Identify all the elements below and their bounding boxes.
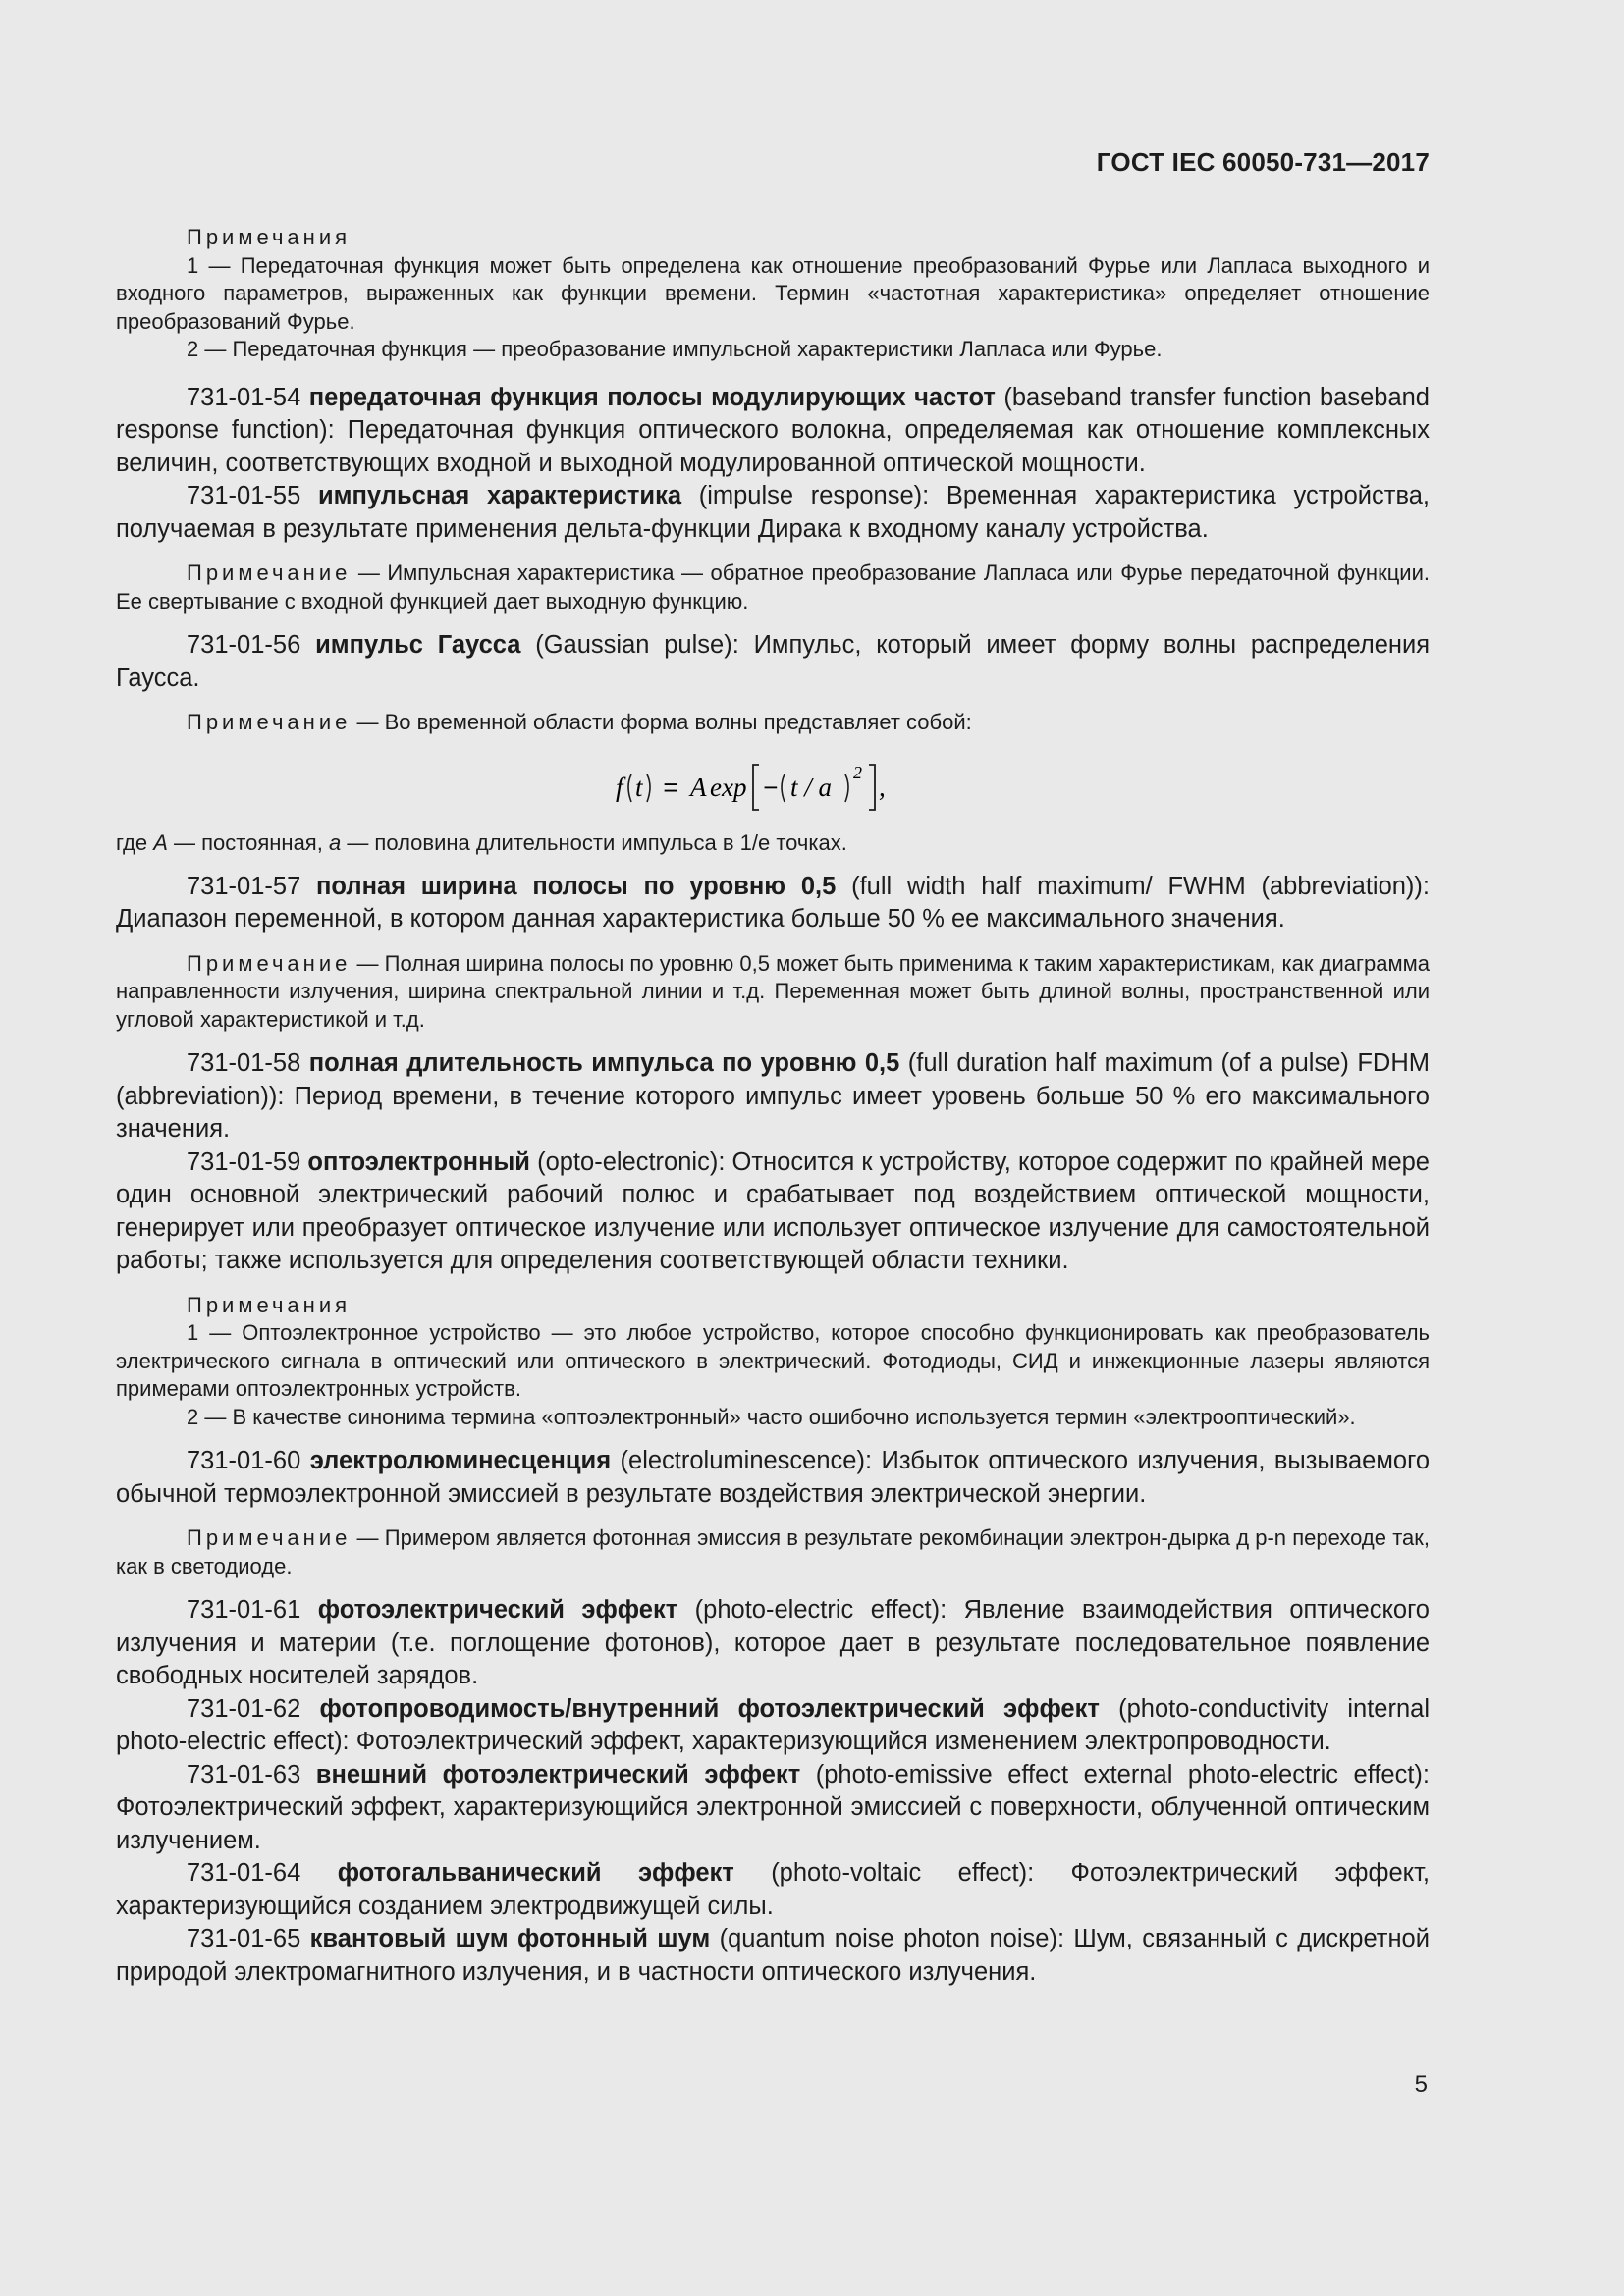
term-731-01-62 [116, 1693, 1430, 1759]
note-text: — Во временной области форма волны представляет собой: [351, 710, 972, 734]
notes-block-transfer-function [116, 224, 1430, 364]
term-definition: (quantum noise photon noise): Шум, связанный с дискретной природой электромагнитного излучения, и в частности оптического излучения. [116, 1925, 1430, 1986]
formula-power: 2 [853, 762, 862, 782]
formula-lhs: f [616, 772, 623, 802]
term-definition: (full width half maximum/ FWHM (abbreviation)): Диапазон переменной, в котором данная характеристика больше 50 % ее максимального значения. [116, 872, 1430, 933]
term-731-01-61 [116, 1594, 1430, 1693]
formula-tail: , [879, 772, 886, 802]
term-name: импульсная характеристика [317, 482, 682, 509]
term-name: полная ширина полосы по уровню 0,5 [316, 872, 837, 900]
term-definition: (Gaussian pulse): Импульс, который имеет форму волны распределения Гаусса. [116, 631, 1431, 692]
term-number: 731-01-62 [187, 1694, 301, 1723]
term-name: передаточная функция полосы модулирующих частот [308, 383, 996, 411]
gaussian-formula [116, 755, 1430, 814]
notes-heading: Примечания [187, 1292, 352, 1317]
note-item: 1 — Передаточная функция может быть определена как отношение преобразований Фурье или Лапласа выходного и входного параметров, выраженных как функции времени. Термин «частотная характеристика» определяет отношение преобразований Фурье. [116, 252, 1430, 334]
term-731-01-55 [116, 480, 1430, 546]
term-731-01-59 [116, 1147, 1430, 1278]
note-item: 1 — Оптоэлектронное устройство — это любое устройство, которое способно функционировать как преобразователь электрического сигнала в оптический или оптического в электрический. Фотодиоды, СИД и инжекционные лазеры являются примерами оптоэлектронных устройств. [116, 1320, 1430, 1401]
term-definition: (photo-electric effect): Явление взаимодействия оптического излучения и материи (т.е. поглощение фотонов), которое дает в результате последовательное появление свободных носителей зарядов. [116, 1596, 1430, 1689]
term-name: фотоэлектрический эффект [317, 1596, 678, 1624]
term-name: квантовый шум фотонный шум [309, 1925, 711, 1952]
term-name: импульс Гаусса [315, 631, 521, 659]
bracket-right [869, 765, 875, 810]
term-definition: (electroluminescence): Избыток оптического излучения, вызываемого обычной термоэлектронной эмиссией в результате воздействия электрической энергии. [116, 1447, 1431, 1508]
term-731-01-58 [116, 1047, 1430, 1147]
formula-where-clause: где A — постоянная, a — половина длительности импульса в 1/e точках. [116, 829, 847, 855]
term-number: 731-01-65 [187, 1925, 301, 1952]
page-number: 5 [1414, 2071, 1428, 2098]
formula-ratio: t / a [790, 772, 833, 802]
note-electroluminescence [116, 1524, 1430, 1580]
note-label: Примечание [187, 710, 352, 734]
paren-right [647, 774, 650, 802]
term-definition: (baseband transfer function baseband response function): Передаточная функция оптического волокна, определяемая как отношение комплексных величин, соответствующих входной и выходной модулированной оптической мощности. [116, 383, 1430, 477]
term-name: полная длительность импульса по уровню 0,5 [308, 1049, 900, 1077]
term-definition: (photo-voltaic effect): Фотоэлектрический эффект, характеризующийся созданием электродвижущей силы. [116, 1859, 1431, 1920]
term-name: фотогальванический эффект [337, 1859, 734, 1887]
term-name: фотопроводимость/внутренний фотоэлектрический эффект [319, 1694, 1100, 1723]
formula-amplitude: A [690, 772, 707, 802]
term-definition: (full duration half maximum (of a pulse) FDHM (abbreviation)): Период времени, в течение которого импульс имеет уровень больше 50 % его максимального значения. [116, 1049, 1430, 1143]
note-impulse-response [116, 560, 1430, 615]
note-text: — Импульсная характеристика — обратное преобразование Лапласа или Фурье передаточной функции. Ее свертывание с входной функцией дает выходную функцию. [116, 561, 1430, 614]
standard-designation: ГОСТ IEC 60050-731—2017 [1096, 147, 1430, 177]
notes-heading: Примечания [187, 225, 352, 249]
formula-equals: = [663, 772, 678, 802]
formula-exp: exp [710, 772, 747, 802]
note-gaussian [116, 709, 1430, 737]
notes-block-optoelectronic [116, 1292, 1430, 1432]
term-definition: (impulse response): Временная характеристика устройства, получаемая в результате применения дельта-функции Дирака к входному каналу устройства. [116, 482, 1430, 543]
term-number: 731-01-64 [187, 1859, 301, 1887]
note-text: — Полная ширина полосы по уровню 0,5 может быть применима к таким характеристикам, как диаграмма направленности излучения, ширина спектральной линии и т.д. Переменная может быть длиной волны, пространственной или угловой характеристикой и т.д. [116, 950, 1430, 1032]
term-name: электролюминесценция [309, 1447, 612, 1474]
term-definition: (photo-emissive effect external photo-electric effect): Фотоэлектрический эффект, характеризующийся электронной эмиссией с поверхности, облученной оптическим излучением. [116, 1760, 1430, 1854]
term-name: внешний фотоэлектрический эффект [315, 1760, 801, 1789]
term-731-01-64 [116, 1857, 1430, 1923]
paren-left [782, 774, 785, 802]
term-definition: (photo-conductivity internal photo-electric effect): Фотоэлектрический эффект, характеризующийся изменением электропроводности. [116, 1694, 1431, 1755]
note-label: Примечание [187, 561, 352, 585]
term-number: 731-01-60 [187, 1447, 301, 1474]
page-content [116, 224, 1430, 1989]
term-number: 731-01-56 [187, 631, 301, 659]
note-item: 2 — В качестве синонима термина «оптоэлектронный» часто ошибочно используется термин «электрооптический». [187, 1404, 1356, 1429]
formula-graphic [616, 755, 930, 816]
term-731-01-57 [116, 871, 1430, 936]
term-number: 731-01-54 [187, 383, 301, 411]
note-label: Примечание [187, 950, 352, 976]
note-text: — Примером является фотонная эмиссия в результате рекомбинации электрон-дырка д p-n переходе так, как в светодиоде. [116, 1525, 1430, 1578]
term-731-01-63 [116, 1759, 1430, 1858]
paren-right [845, 774, 848, 802]
paren-left [628, 774, 631, 802]
note-item: 2 — Передаточная функция — преобразование импульсной характеристики Лапласа или Фурье. [187, 337, 1163, 361]
note-fwhm [116, 950, 1430, 1035]
term-definition: (opto-electronic): Относится к устройству, которое содержит по крайней мере один основной электрический рабочий полюс и срабатывает под воздействием оптической мощности, генерирует или преобразует оптическое излучение или использует оптическое излучение для самостоятельной работы; также используется для определения соответствующей области техники. [116, 1148, 1430, 1274]
term-731-01-56 [116, 629, 1430, 695]
term-number: 731-01-63 [187, 1760, 301, 1789]
term-number: 731-01-59 [187, 1148, 301, 1176]
term-number: 731-01-61 [187, 1596, 301, 1624]
formula-var: t [635, 772, 643, 802]
term-name: оптоэлектронный [307, 1148, 530, 1176]
term-731-01-60 [116, 1445, 1430, 1511]
term-number: 731-01-55 [187, 482, 301, 509]
term-number: 731-01-58 [187, 1049, 301, 1077]
bracket-left [753, 765, 759, 810]
term-731-01-54 [116, 382, 1430, 481]
term-731-01-65 [116, 1923, 1430, 1989]
formula-minus: − [763, 772, 779, 802]
note-label: Примечание [187, 1525, 352, 1550]
term-number: 731-01-57 [187, 872, 301, 900]
